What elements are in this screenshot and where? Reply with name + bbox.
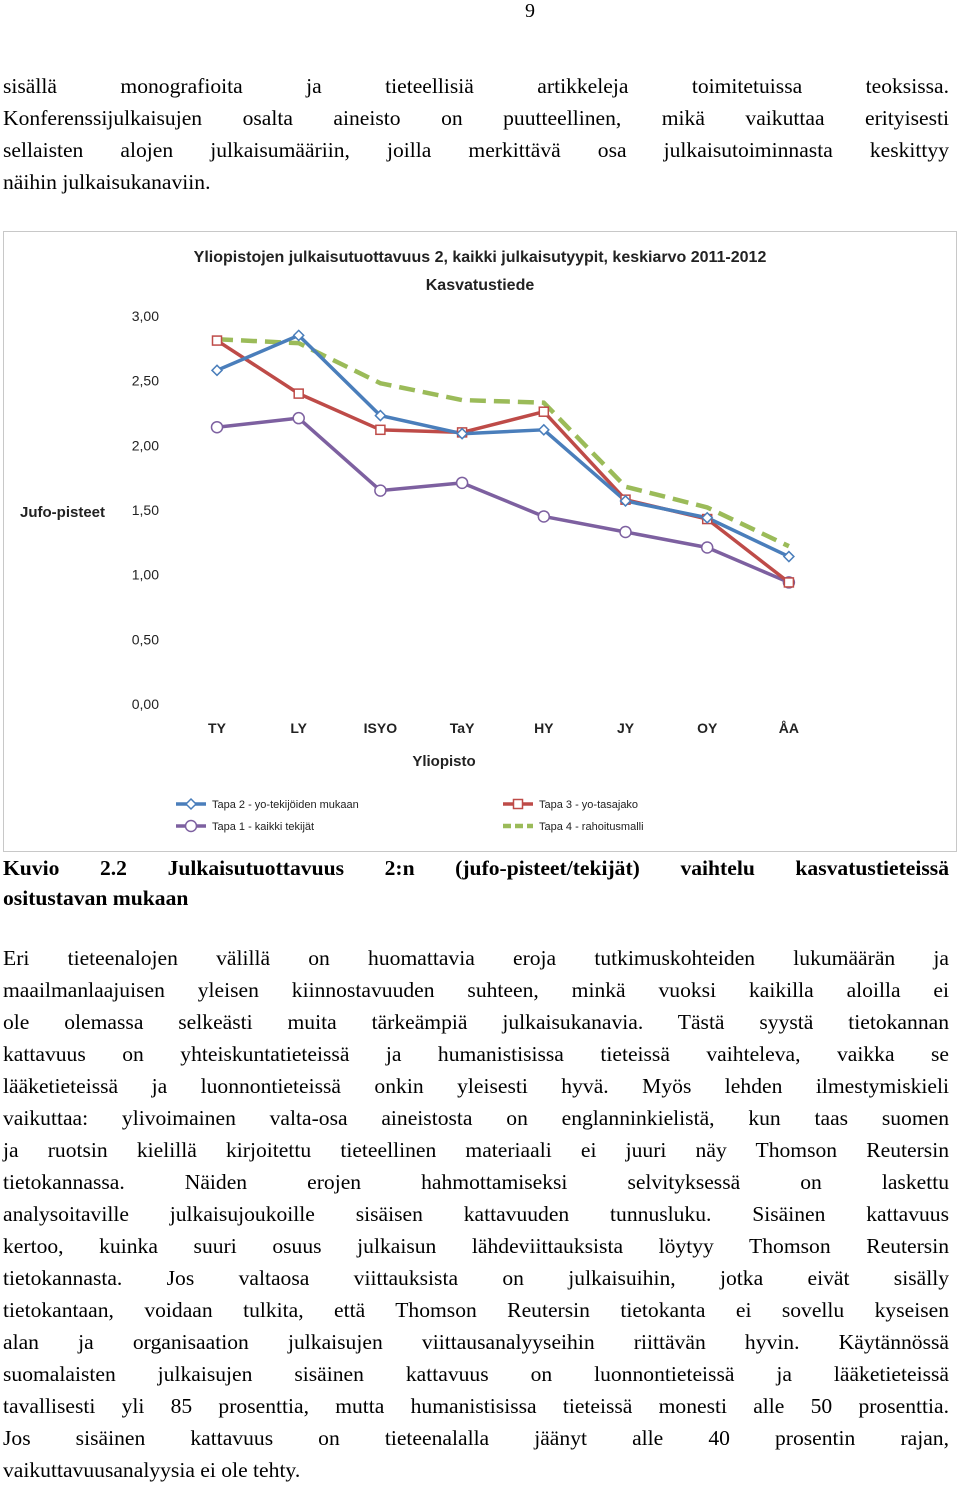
text-line: näihin julkaisukanaviin.	[3, 170, 211, 194]
data-point	[213, 336, 222, 345]
text-line: Eri tieteenalojen välillä on huomattavia eroja tutkimuskohteiden lukumäärän ja	[3, 946, 949, 970]
data-point	[620, 526, 631, 537]
text-line: ja ruotsin kielillä kirjoitettu tieteellinen materiaali ei juuri näy Thomson Reutersin	[3, 1138, 949, 1162]
y-tick-label: 0,00	[131, 696, 159, 712]
y-tick-label: 2,00	[131, 437, 159, 454]
text-line: ole olemassa selkeästi muita tärkeämpiä julkaisukanavia. Tästä syystä tietokannan	[3, 1010, 949, 1034]
y-tick-label: 0,50	[131, 631, 159, 648]
text-line: maailmanlaajuisen yleisen kiinnostavuuden suhteen, minkä vuoksi kaikilla aloilla ei	[3, 978, 949, 1002]
caption-line: Kuvio 2.2 Julkaisutuottavuus 2:n (jufo-pisteet/tekijät) vaihtelu kasvatustieteissä	[3, 856, 949, 880]
legend-label: Tapa 4 - rahoitusmalli	[539, 821, 644, 833]
x-tick-label: JY	[616, 720, 635, 736]
x-tick-label: ISYO	[363, 720, 398, 736]
legend-marker	[514, 800, 523, 809]
text-line: analysoitaville julkaisujoukoille sisäisen kattavuuden tunnusluku. Sisäinen kattavuus	[3, 1202, 949, 1226]
legend-marker	[186, 821, 197, 832]
text-line: tavallisesti yli 85 prosenttia, mutta humanistisissa tieteissä monesti alle 50 prosenttia.	[3, 1394, 949, 1418]
paragraph-intro	[3, 70, 949, 198]
x-tick-label: ÅA	[778, 720, 800, 736]
series-line	[217, 418, 789, 582]
text-line: vaikuttavuusanalyysia ei ole tehty.	[3, 1458, 301, 1482]
line-chart	[4, 232, 956, 851]
caption-line: ositustavan mukaan	[3, 886, 189, 910]
data-point	[457, 477, 468, 488]
text-line: vaikuttaa: ylivoimainen valta-osa aineistosta on englanninkielistä, kun taas suomen	[3, 1106, 949, 1130]
text-line: suomalaisten julkaisujen sisäinen kattavuus on luonnontieteissä ja lääketieteissä	[3, 1362, 949, 1386]
y-tick-label: 1,50	[131, 502, 159, 518]
x-tick-label: HY	[534, 720, 554, 736]
legend-label: Tapa 1 - kaikki tekijät	[212, 821, 315, 833]
data-point	[539, 407, 548, 416]
x-tick-label: LY	[290, 720, 308, 736]
text-line: sisällä monografioita ja tieteellisiä artikkeleja toimitetuissa teoksissa.	[3, 74, 949, 98]
legend-marker	[186, 799, 196, 809]
x-tick-label: OY	[697, 720, 718, 736]
data-point	[293, 413, 304, 424]
data-point	[702, 542, 713, 553]
y-tick-label: 1,00	[131, 566, 159, 583]
text-line: Konferenssijulkaisujen osalta aineisto on puutteellinen, mikä vaikuttaa erityisesti	[3, 106, 949, 130]
text-line: Jos sisäinen kattavuus on tieteenalalla jäänyt alle 40 prosentin rajan,	[3, 1426, 949, 1450]
legend-label: Tapa 2 - yo-tekijöiden mukaan	[212, 799, 359, 811]
data-point	[294, 389, 303, 398]
text-line: tietokannasta. Jos valtaosa viittauksista on julkaisuihin, jotka eivät sisälly	[3, 1266, 949, 1290]
x-axis-label: Yliopisto	[412, 753, 476, 770]
chart-subtitle: Kasvatustiede	[425, 277, 535, 294]
y-tick-label: 3,00	[131, 308, 159, 324]
text-line: lääketieteissä ja luonnontieteissä onkin yleisesti hyvä. Myös lehden ilmestymiskieli	[3, 1074, 949, 1098]
data-point	[212, 365, 222, 375]
text-line: kertoo, kuinka suuri osuus julkaisun lähdeviittauksista löytyy Thomson Reutersin	[3, 1234, 949, 1258]
text-line: tietokantaan, voidaan tulkita, että Thomson Reutersin tietokanta ei sovellu kyseisen	[3, 1298, 949, 1322]
data-point	[538, 511, 549, 522]
paragraph-coverage	[3, 942, 949, 1486]
data-point	[784, 578, 793, 587]
x-tick-label: TY	[208, 720, 226, 736]
y-tick-label: 2,50	[131, 372, 159, 389]
chart-frame	[3, 231, 957, 852]
text-line: alan ja organisaation julkaisujen viittausanalyyseihin riittävän hyvin. Käytännössä	[3, 1330, 949, 1354]
data-point	[212, 422, 223, 433]
x-tick-label: TaY	[449, 720, 475, 736]
text-line: tietokannassa. Näiden erojen hahmottamiseksi selvityksessä on laskettu	[3, 1170, 949, 1194]
y-axis-label: Jufo-pisteet	[20, 504, 106, 521]
data-point	[375, 485, 386, 496]
text-line: kattavuus on yhteiskuntatieteissä ja humanistisissa tieteissä vaihteleva, vaikka se	[3, 1042, 949, 1066]
chart-title: Yliopistojen julkaisutuottavuus 2, kaikki julkaisutyypit, keskiarvo 2011-2012	[193, 249, 767, 266]
legend-label: Tapa 3 - yo-tasajako	[539, 799, 639, 811]
text-line: sellaisten alojen julkaisumääriin, joilla merkittävä osa julkaisutoiminnasta keskittyy	[3, 138, 949, 162]
figure-caption	[3, 853, 949, 913]
data-point	[376, 425, 385, 434]
page-number: 9	[525, 0, 535, 22]
